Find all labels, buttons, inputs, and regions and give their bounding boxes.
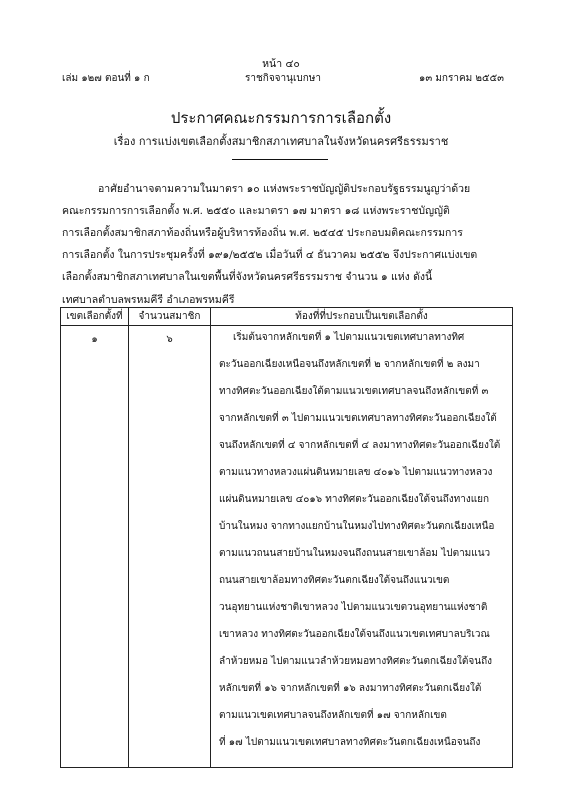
gazette-name: ราชกิจจานุเบกษา	[244, 73, 322, 84]
description-line: ทางทิศตะวันออกเฉียงใต้ตามแนวเขตเทศบาลจนถึงหลักเขตที่ ๓	[219, 386, 489, 397]
body-paragraph-line: การเลือกตั้งสมาชิกสภาท้องถิ่นหรือผู้บริหารท้องถิ่น พ.ศ. ๒๕๔๕ ประกอบมติคณะกรรมการ	[62, 227, 463, 239]
description-line: จนถึงหลักเขตที่ ๔ จากหลักเขตที่ ๔ ลงมาทางทิศตะวันออกเฉียงใต้	[219, 440, 501, 451]
member-count-cell	[129, 326, 211, 768]
description-line: ถนนสายเขาล้อมทางทิศตะวันตกเฉียงใต้จนถึงแนวเขต	[219, 575, 450, 586]
column-header-zone: เขตเลือกตั้งที่	[61, 308, 129, 326]
description-line: เริ่มต้นจากหลักเขตที่ ๑ ไปตามแนวเขตเทศบาลทางทิศ	[233, 332, 465, 343]
publication-date: ๑๓ มกราคม ๒๕๕๓	[418, 73, 504, 84]
description-line: ตามแนวทางหลวงแผ่นดินหมายเลข ๔๐๑๖ ไปตามแนวทางหลวง	[219, 467, 493, 478]
column-header-members: จำนวนสมาชิก	[129, 308, 211, 326]
page-number: หน้า ๔๐	[262, 58, 300, 70]
table-header-row	[61, 308, 513, 326]
description-line: วนอุทยานแห่งชาติเขาหลวง ไปตามแนวเขตวนอุทยานแห่งชาติ	[219, 602, 488, 613]
zone-description	[211, 326, 512, 767]
description-line: ตามแนวถนนสายบ้านในหมงจนถึงถนนสายเขาล้อม ไปตามแนว	[219, 548, 491, 559]
table-row	[61, 326, 513, 768]
zone-description-cell	[211, 326, 513, 768]
announcement-title: ประกาศคณะกรรมการการเลือกตั้ง	[170, 109, 392, 127]
description-line: ตะวันออกเฉียงเหนือจนถึงหลักเขตที่ ๒ จากหลักเขตที่ ๒ ลงมา	[219, 359, 480, 370]
electoral-zone-table	[60, 307, 513, 768]
description-line: เขาหลวง ทางทิศตะวันออกเฉียงใต้จนถึงแนวเขตเทศบาลบริเวณ	[219, 629, 490, 640]
zone-number: ๑	[91, 334, 98, 345]
description-line: ลำห้วยหมอ ไปตามแนวลำห้วยหมอทางทิศตะวันตกเฉียงใต้จนถึง	[219, 656, 493, 667]
zone-number-cell	[61, 326, 129, 768]
description-line: หลักเขตที่ ๑๖ จากหลักเขตที่ ๑๖ ลงมาทางทิศตะวันตกเฉียงใต้	[219, 683, 482, 694]
description-line: ที่ ๑๗ ไปตามแนวเขตเทศบาลทางทิศตะวันตกเฉียงเหนือจนถึง	[219, 737, 481, 748]
body-paragraph-line: การเลือกตั้ง ในการประชุมครั้งที่ ๑๙๑/๒๕๕๒ เมื่อวันที่ ๔ ธันวาคม ๒๕๕๒ จึงประกาศแบ่งเขต	[62, 249, 478, 261]
body-paragraph-line: คณะกรรมการการเลือกตั้ง พ.ศ. ๒๕๕๐ และมาตรา ๑๗ มาตรา ๑๘ แห่งพระราชบัญญัติ	[62, 205, 450, 217]
municipality-heading: เทศบาลตำบลพรหมคีรี อำเภอพรหมคีรี	[62, 294, 235, 306]
description-line: บ้านในหมง จากทางแยกบ้านในหมงไปทางทิศตะวันตกเฉียงเหนือ	[219, 521, 495, 532]
announcement-subject: เรื่อง การแบ่งเขตเลือกตั้งสมาชิกสภาเทศบาลในจังหวัดนครศรีธรรมราช	[113, 135, 449, 148]
body-paragraph-line: อาศัยอำนาจตามความในมาตรา ๑๐ แห่งพระราชบัญญัติประกอบรัฐธรรมนูญว่าด้วย	[98, 183, 471, 195]
title-divider	[232, 159, 328, 160]
gazette-header	[62, 71, 504, 85]
body-paragraph-line: เลือกตั้งสมาชิกสภาเทศบาลในเขตพื้นที่จังหวัดนครศรีธรรมราช จำนวน ๑ แห่ง ดังนี้	[62, 271, 433, 283]
volume-issue: เล่ม ๑๒๗ ตอนที่ ๑ ก	[62, 73, 150, 84]
description-line: จากหลักเขตที่ ๓ ไปตามแนวเขตเทศบาลทางทิศตะวันออกเฉียงใต้	[219, 413, 497, 424]
description-line: แผ่นดินหมายเลข ๔๐๑๖ ทางทิศตะวันออกเฉียงใต้จนถึงทางแยก	[219, 494, 490, 505]
column-header-area: ท้องที่ที่ประกอบเป็นเขตเลือกตั้ง	[211, 308, 513, 326]
description-line: ตามแนวเขตเทศบาลจนถึงหลักเขตที่ ๑๗ จากหลักเขต	[219, 710, 447, 721]
member-count: ๖	[166, 334, 173, 345]
